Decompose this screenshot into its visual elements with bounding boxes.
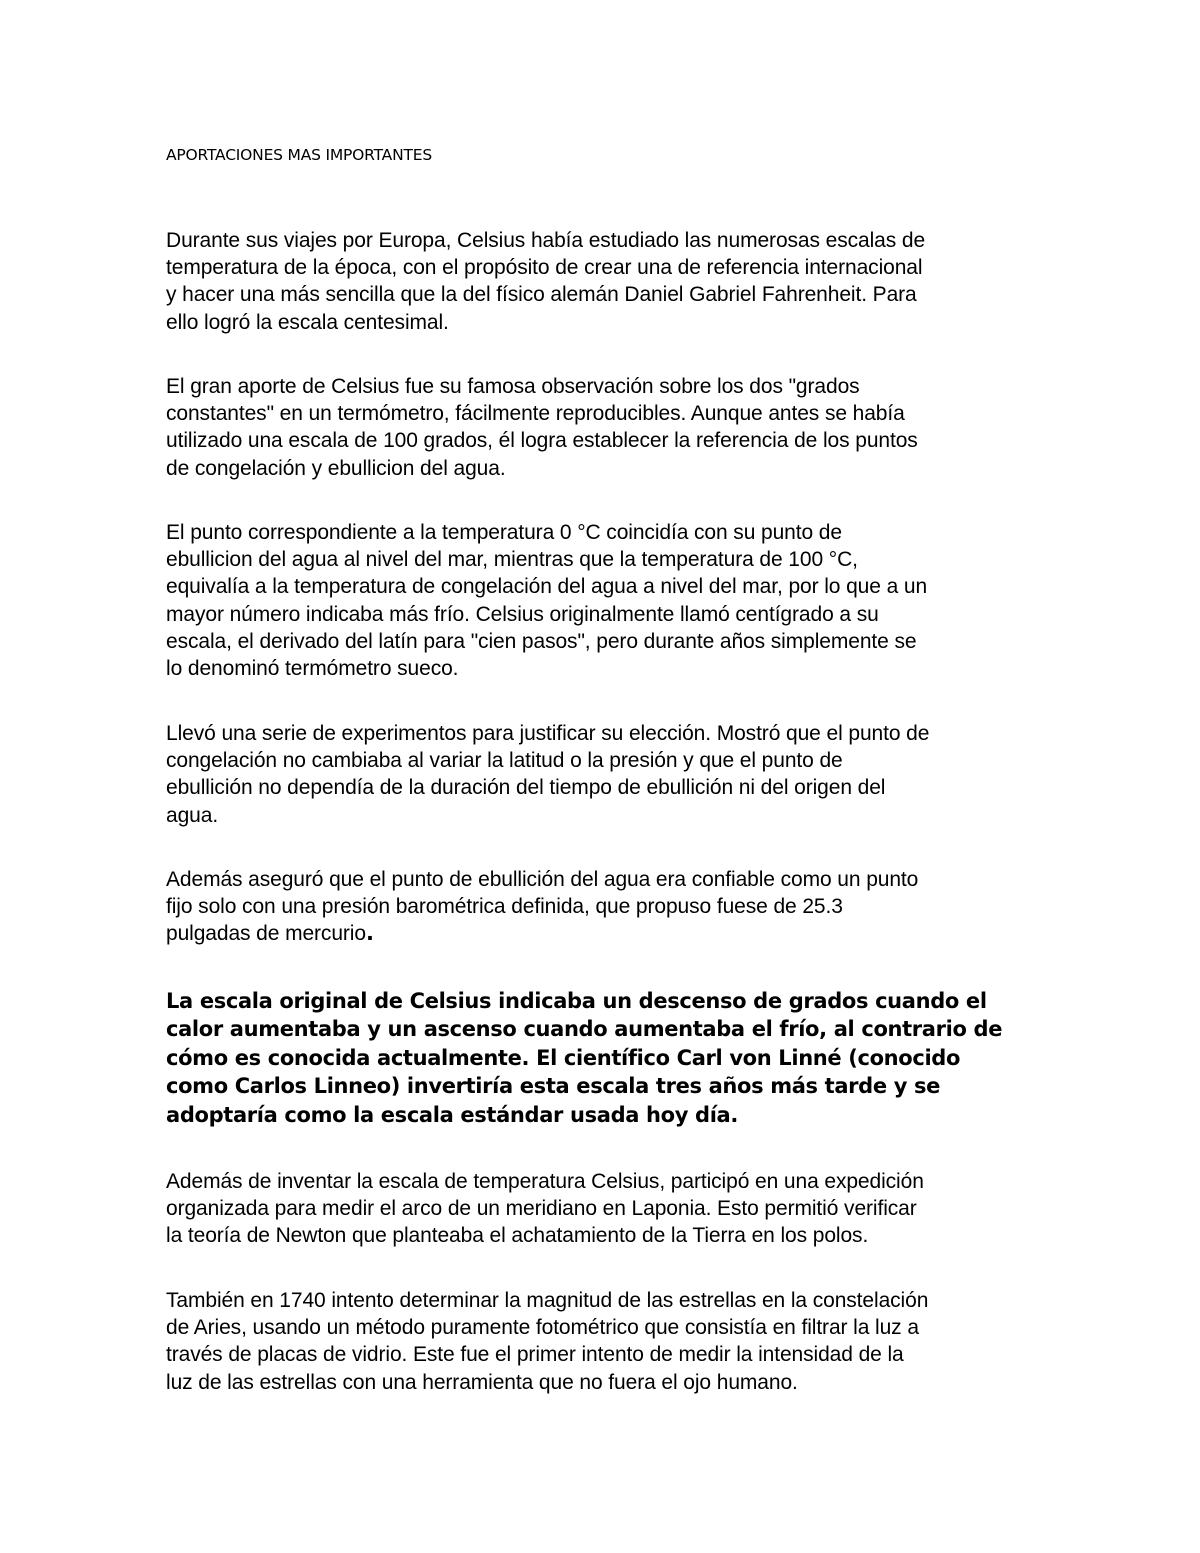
paragraph-experiments [166,720,1038,829]
text-line: cómo es conocida actualmente. El científico Carl von Linné (conocido [166,1045,961,1070]
text-line-content: pulgadas de mercurio [166,922,366,946]
text-line: la teoría de Newton que planteaba el achatamiento de la Tierra en los polos. [166,1224,869,1248]
text-line: adoptaría como la escala estándar usada hoy día. [166,1102,738,1127]
text-line: El gran aporte de Celsius fue su famosa observación sobre los dos "grados [166,375,860,398]
text-line [166,920,1038,947]
paragraph-boiling-point [166,866,1038,948]
paragraph-travels [166,227,1038,336]
text-line: equivalía a la temperatura de congelación del agua a nivel del mar, por lo que a un [166,575,928,599]
document-title: APORTACIONES MAS IMPORTANTES [166,146,432,164]
paragraph-expedition [166,1168,1038,1250]
text-line: luz de las estrellas con una herramienta que no fuera el ojo humano. [166,1370,798,1394]
text-line: como Carlos Linneo) invertiría esta escala tres años más tarde y se [166,1074,941,1099]
text-line: constantes" en un termómetro, fácilmente reproducibles. Aunque antes se había [166,402,905,426]
text-line: También en 1740 intento determinar la magnitud de las estrellas en la constelación [166,1289,929,1312]
paragraph-original-scale [166,519,1038,682]
text-line: fijo solo con una presión barométrica definida, que propuso fuese de 25.3 [166,895,843,919]
text-line: de Aries, usando un método puramente fotométrico que consistía en filtrar la luz a [166,1316,919,1340]
text-line: calor aumentaba y un ascenso cuando aumentaba el frío, al contrario de [166,1017,1003,1042]
text-line: El punto correspondiente a la temperatura 0 °C coincidía con su punto de [166,521,842,544]
text-line: ebullicion del agua al nivel del mar, mientras que la temperatura de 100 °C, [166,548,858,572]
text-line: La escala original de Celsius indicaba un descenso de grados cuando el [166,989,987,1013]
text-line: ebullición no dependía de la duración del tiempo de ebullición ni del origen del [166,776,886,800]
text-line: mayor número indicaba más frío. Celsius originalmente llamó centígrado a su [166,602,879,626]
text-line: organizada para medir el arco de un meridiano en Laponia. Esto permitió verificar [166,1197,917,1221]
paragraph-photometry [166,1287,1038,1396]
text-line: través de placas de vidrio. Este fue el primer intento de medir la intensidad de la [166,1343,904,1367]
text-line: utilizado una escala de 100 grados, él logra establecer la referencia de los puntos [166,429,918,453]
text-line: temperatura de la época, con el propósito de crear una de referencia internacional [166,256,923,280]
text-line: lo denominó termómetro sueco. [166,657,459,681]
text-line: y hacer una más sencilla que la del físico alemán Daniel Gabriel Fahrenheit. Para [166,283,917,307]
text-line: congelación no cambiaba al variar la latitud o la presión y que el punto de [166,749,843,773]
text-line: Durante sus viajes por Europa, Celsius había estudiado las numerosas escalas de [166,229,926,252]
paragraph-fixed-points [166,373,1038,482]
text-line: Además aseguró que el punto de ebullición del agua era confiable como un punto [166,868,919,891]
trailing-period: . [365,921,374,946]
text-line: de congelación y ebullicion del agua. [166,456,506,480]
text-line: ello logró la escala centesimal. [166,310,449,334]
text-line: Llevó una serie de experimentos para justificar su elección. Mostró que el punto de [166,722,930,745]
paragraph-scale-inversion [166,987,1046,1129]
text-line: Además de inventar la escala de temperatura Celsius, participó en una expedición [166,1170,924,1193]
text-line: agua. [166,803,219,827]
text-line: escala, el derivado del latín para "cien pasos", pero durante años simplemente se [166,629,917,653]
